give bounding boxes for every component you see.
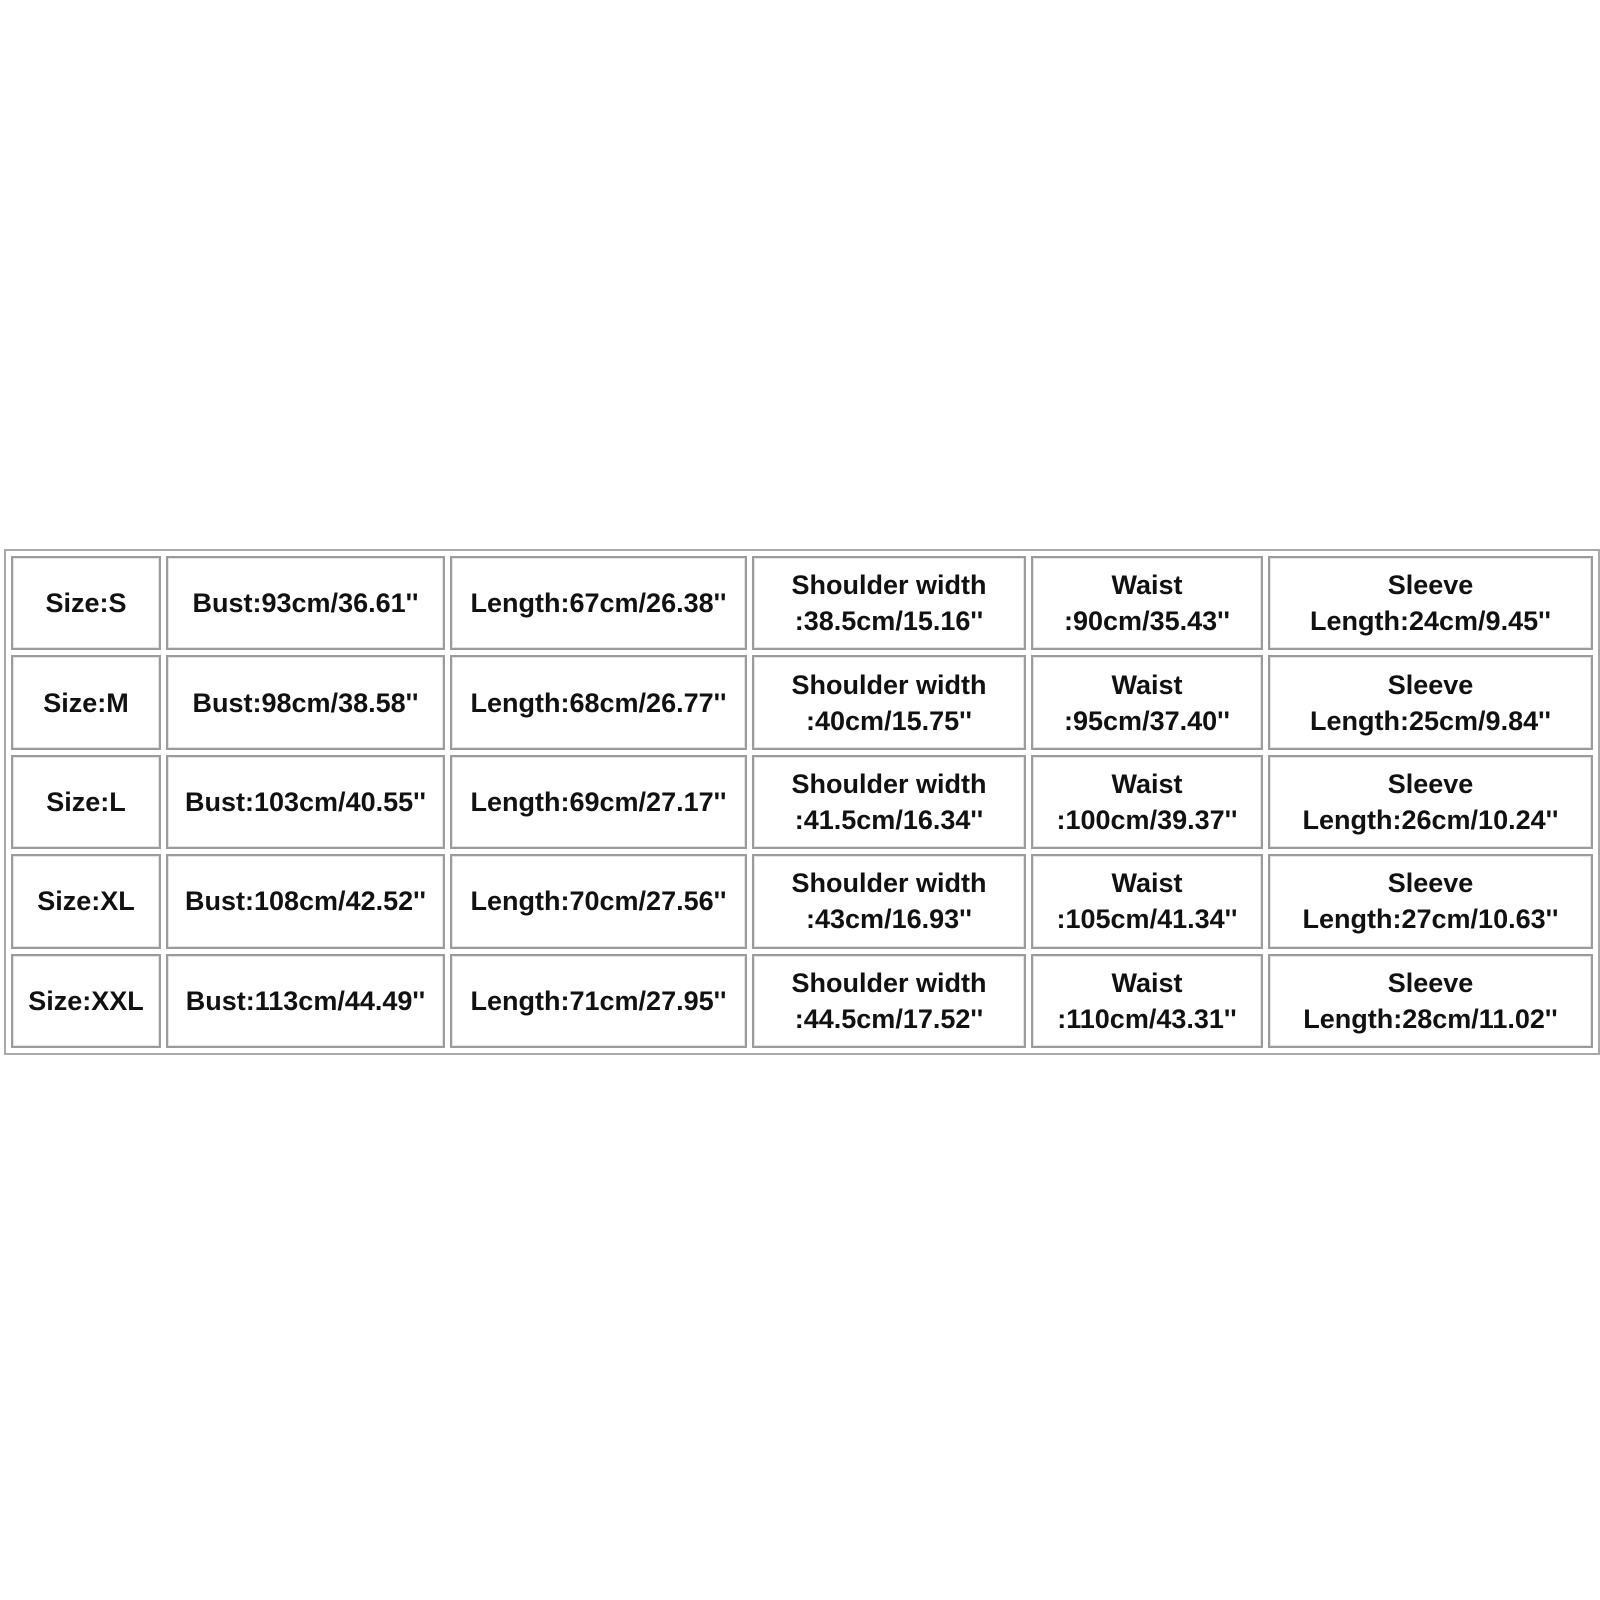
shoulder-width-label: Shoulder width (791, 768, 987, 799)
sleeve-length-cell (1268, 954, 1593, 1048)
shoulder-width-value: :44.5cm/17.52'' (794, 1003, 984, 1034)
size-cell: Size:XXL (11, 954, 161, 1048)
length-cell: Length:70cm/27.56'' (450, 854, 747, 948)
waist-label: Waist (1111, 669, 1183, 700)
sleeve-length-value: Length:24cm/9.45'' (1310, 606, 1551, 637)
waist-label: Waist (1111, 967, 1183, 998)
sleeve-label: Sleeve (1387, 570, 1474, 601)
shoulder-width-label: Shoulder width (791, 868, 987, 899)
shoulder-width-cell (752, 954, 1026, 1048)
size-row (11, 755, 1593, 849)
shoulder-width-cell (752, 854, 1026, 948)
sleeve-label: Sleeve (1387, 669, 1474, 700)
bust-cell: Bust:93cm/36.61'' (166, 556, 445, 650)
shoulder-width-value: :41.5cm/16.34'' (794, 804, 984, 835)
sleeve-length-value: Length:26cm/10.24'' (1302, 804, 1559, 835)
sleeve-label: Sleeve (1387, 967, 1474, 998)
sleeve-length-value: Length:28cm/11.02'' (1303, 1003, 1558, 1034)
waist-value: :105cm/41.34'' (1056, 904, 1238, 935)
length-cell: Length:67cm/26.38'' (450, 556, 747, 650)
size-row (11, 954, 1593, 1048)
waist-label: Waist (1111, 868, 1183, 899)
size-cell: Size:L (11, 755, 161, 849)
size-cell: Size:M (11, 655, 161, 749)
shoulder-width-cell (752, 755, 1026, 849)
sleeve-length-cell (1268, 755, 1593, 849)
bust-cell: Bust:113cm/44.49'' (166, 954, 445, 1048)
waist-value: :100cm/39.37'' (1056, 804, 1238, 835)
sleeve-label: Sleeve (1387, 768, 1474, 799)
waist-cell (1031, 755, 1263, 849)
sleeve-length-cell (1268, 655, 1593, 749)
size-cell: Size:S (11, 556, 161, 650)
size-row (11, 854, 1593, 948)
size-row (11, 556, 1593, 650)
shoulder-width-label: Shoulder width (791, 967, 987, 998)
size-row (11, 655, 1593, 749)
shoulder-width-label: Shoulder width (791, 669, 987, 700)
waist-value: :95cm/37.40'' (1064, 705, 1230, 736)
bust-cell: Bust:108cm/42.52'' (166, 854, 445, 948)
shoulder-width-label: Shoulder width (791, 570, 987, 601)
size-chart-table (4, 549, 1600, 1055)
bust-cell: Bust:103cm/40.55'' (166, 755, 445, 849)
shoulder-width-cell (752, 655, 1026, 749)
bust-cell: Bust:98cm/38.58'' (166, 655, 445, 749)
sleeve-label: Sleeve (1387, 868, 1474, 899)
waist-label: Waist (1111, 768, 1183, 799)
length-cell: Length:71cm/27.95'' (450, 954, 747, 1048)
waist-label: Waist (1111, 570, 1183, 601)
waist-value: :110cm/43.31'' (1057, 1003, 1237, 1034)
waist-cell (1031, 854, 1263, 948)
sleeve-length-cell (1268, 854, 1593, 948)
waist-cell (1031, 655, 1263, 749)
length-cell: Length:69cm/27.17'' (450, 755, 747, 849)
waist-cell (1031, 556, 1263, 650)
length-cell: Length:68cm/26.77'' (450, 655, 747, 749)
waist-cell (1031, 954, 1263, 1048)
size-cell: Size:XL (11, 854, 161, 948)
sleeve-length-cell (1268, 556, 1593, 650)
sleeve-length-value: Length:25cm/9.84'' (1310, 705, 1551, 736)
shoulder-width-value: :43cm/16.93'' (806, 904, 972, 935)
shoulder-width-value: :40cm/15.75'' (806, 705, 972, 736)
shoulder-width-cell (752, 556, 1026, 650)
sleeve-length-value: Length:27cm/10.63'' (1302, 904, 1559, 935)
waist-value: :90cm/35.43'' (1064, 606, 1230, 637)
shoulder-width-value: :38.5cm/15.16'' (794, 606, 984, 637)
